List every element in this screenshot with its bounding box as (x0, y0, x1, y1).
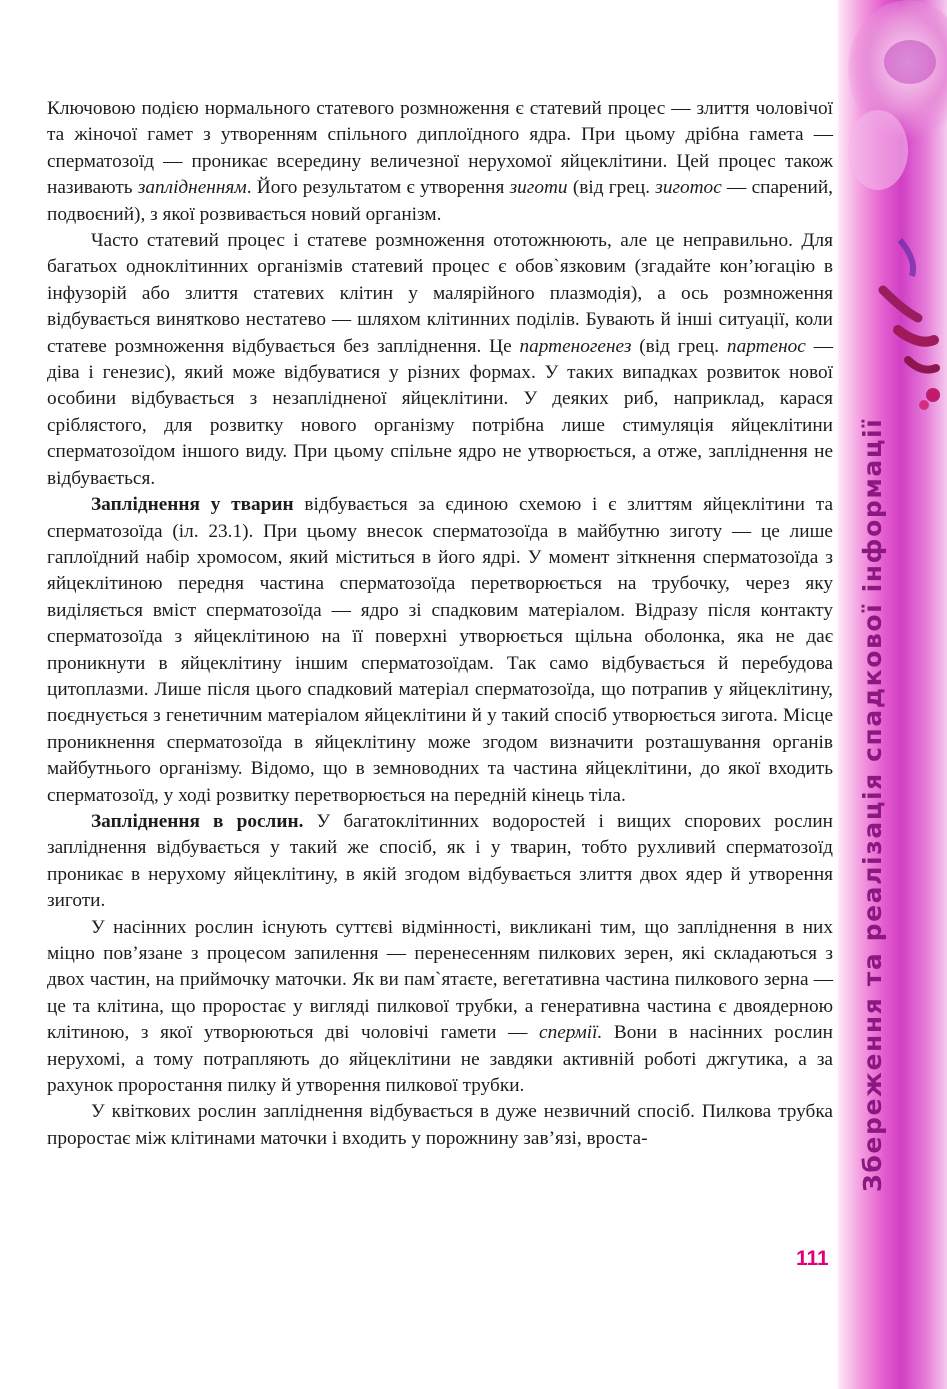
page-number: 111 (796, 1247, 829, 1270)
italic-term: партеногенез (519, 335, 632, 357)
italic-term: спермії. (539, 1022, 603, 1044)
text-run: (від грец. (567, 177, 656, 199)
text-run: . Його результатом є утворення (246, 177, 510, 199)
side-section-title: Збереження та реалізація спадкової інформації (858, 417, 887, 1192)
paragraph (47, 96, 833, 228)
text-run: У квіткових рослин запліднення відбувається в дуже незвичний спосіб. Пилкова трубка проростає між клітинами маточки і входить у порожнину зав’язі, вроста- (47, 1101, 833, 1149)
italic-term: зиготос (655, 177, 722, 199)
text-run: — діва і генезис), який може відбуватися у різних формах. У таких випадках розвиток нової особини відбувається з незаплідненої яйцеклітини. У деяких риб, наприклад, карася сріблястого, для розвитку нового організму потрібна лише стимуляція яйцеклітини сперматозоїдом іншого виду. При цьому спільне ядро не утворюється, а отже, запліднення не відбувається. (47, 335, 834, 489)
bold-heading: Запліднення в рослин. (91, 810, 304, 832)
text-run: У багатоклітинних водоростей і вищих спорових рослин запліднення відбувається у такий же спосіб, як і у тварин, тобто рухливий сперматозоїд проникає в нерухому яйцеклітину, в якій згодом відбувається злиття двох ядер й утворення зиготи. (47, 810, 833, 912)
paragraph (47, 1099, 833, 1152)
italic-term: заплідненням (137, 177, 247, 199)
italic-term: зиготи (509, 177, 568, 199)
text-run: (від грец. (631, 335, 727, 357)
paragraph (47, 228, 833, 492)
side-decorative-band (838, 0, 947, 1389)
text-run: відбувається за єдиною схемою і є злиттям яйцеклітини та сперматозоїда (іл. 23.1). При цьому внесок сперматозоїда в майбутню зиготу — це лише гаплоїдний набір хромосом, який міститься в його ядрі. У момент зіткнення сперматозоїда з яйцеклітиною передня частина сперматозоїда перетворюється на трубочку, через яку виділяється вміст сперматозоїда — ядро зі спадковим матеріалом. Відразу після контакту сперматозоїда з яйцеклітиною на її поверхні утворюється щільна оболонка, яка не дає проникнути в яйцеклітину іншим сперматозоїдам. Так само відбувається й перебудова цитоплазми. Лише після цього спадковий матеріал сперматозоїда, що потрапив у яйцеклітину, поєднується з генетичним матеріалом яйцеклітини й у такий спосіб утворюється зигота. Місце проникнення сперматозоїда в яйцеклітину може згодом визначити розташування органів майбутнього організму. Відомо, що в земноводних та частина яйцеклітини, до якої входить сперматозоїд, у ході розвитку перетворюється на передній кінець тіла. (47, 494, 834, 806)
cell-illustration (838, 0, 947, 440)
italic-term: партенос (726, 335, 806, 357)
text-run: — спарений, подвоєний), з якої розвивається новий організм. (47, 177, 833, 225)
text-run: Ключовою подією нормального статевого розмноження є статевий процес — злиття чоловічої та жіночої гамет з утворенням спільного диплоїдного ядра. При цьому дрібна гамета — сперматозоїд — проникає всередину величезної нерухомої яйцеклітини. Цей процес також називають (47, 98, 833, 199)
text-run: Часто статевий процес і статеве розмноження ототожнюють, але це неправильно. Для багатьох одноклітинних організмів статевий процес є обов`язковим (згадайте кон’югацію в інфузорій або злиття статевих клітин у малярійного плазмодія), а ось розмноження відбувається винятково нестатево — шляхом клітинних поділів. Бувають й інші ситуації, коли статеве розмноження відбувається без запліднення. Це (47, 230, 833, 357)
paragraph (47, 809, 833, 915)
text-column (47, 96, 833, 1152)
paragraph (47, 492, 833, 809)
text-run: У насінних рослин існують суттєві відмінності, викликані тим, що запліднення в них міцно пов’язане з процесом запилення — перенесенням пилкових зерен, які складаються з двох частин, на приймочку маточки. Як ви пам`ятаєте, вегетативна частина пилкового зерна — це та клітина, що проростає у вигляді пилкової трубки, а генеративна частина є двоядерною клітиною, з якої утворюються дві чоловічі гамети — (47, 916, 833, 1044)
paragraph (47, 915, 833, 1100)
bold-heading: Запліднення у тварин (91, 494, 294, 516)
text-run: Вони в насінних рослин нерухомі, а тому потрапляють до яйцеклітини не завдяки активній роботі джгутика, а за рахунок проростання пилку й утворення пилкової трубки. (47, 1022, 833, 1097)
